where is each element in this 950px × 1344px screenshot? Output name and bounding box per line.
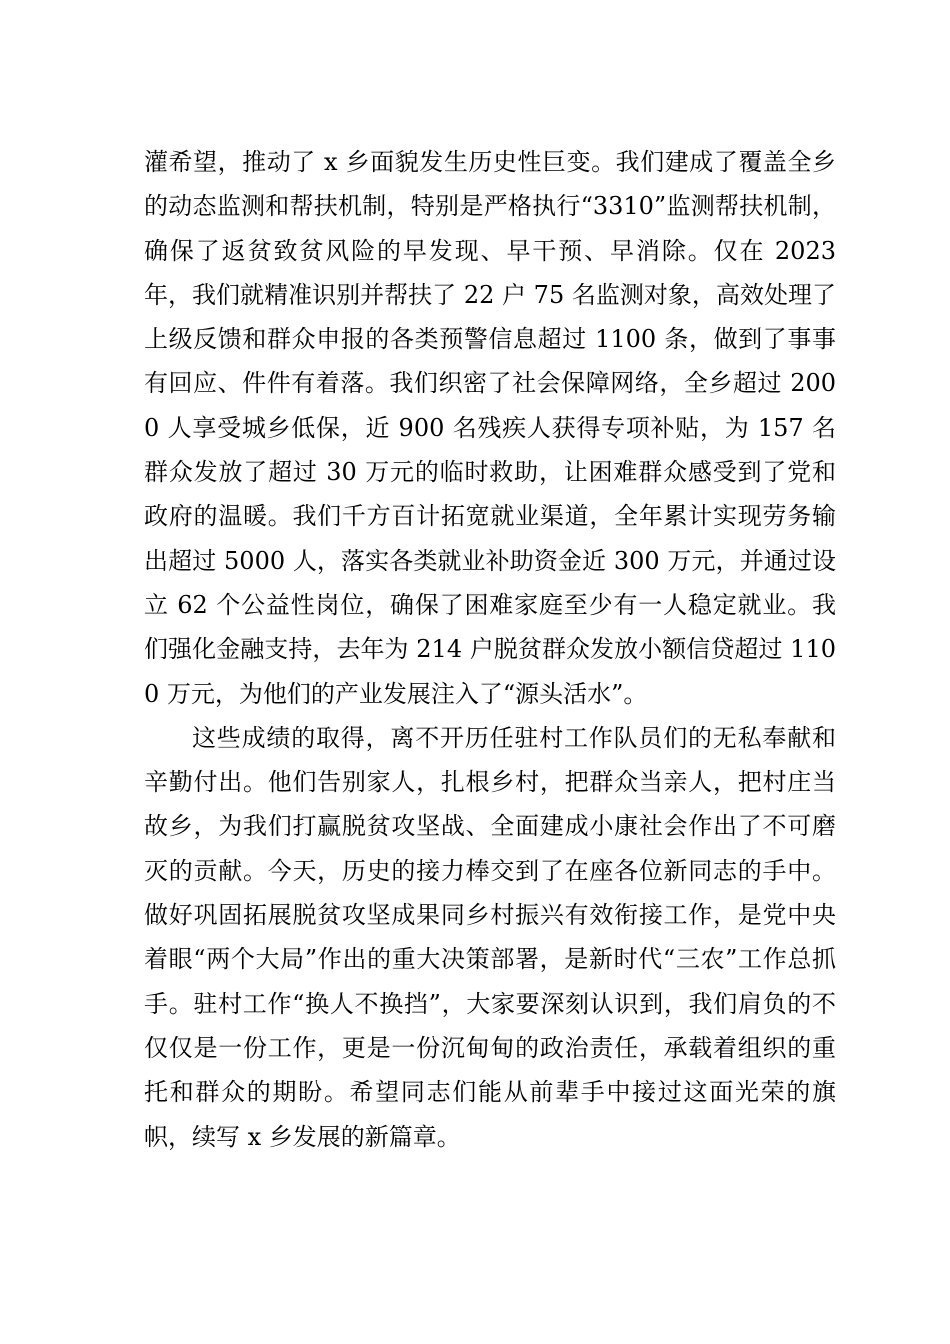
- document-body: [144, 140, 836, 1159]
- paragraph-achievements-credit: 这些成绩的取得，离不开历任驻村工作队员们的无私奉献和辛勤付出。他们告别家人，扎根乡村，把群众当亲人，把村庄当故乡，为我们打赢脱贫攻坚战、全面建成小康社会作出了不可磨灭的贡献。今天，历史的接力棒交到了在座各位新同志的手中。做好巩固拓展脱贫攻坚成果同乡村振兴有效衔接工作，是党中央着眼“两个大局”作出的重大决策部署，是新时代“三农”工作总抓手。驻村工作“换人不换挡”，大家要深刻认识到，我们肩负的不仅仅是一份工作，更是一份沉甸甸的政治责任，承载着组织的重托和群众的期盼。希望同志们能从前辈手中接过这面光荣的旗帜，续写 x 乡发展的新篇章。: [144, 723, 836, 1151]
- paragraph-continued: 灌希望，推动了 x 乡面貌发生历史性巨变。我们建成了覆盖全乡的动态监测和帮扶机制，特别是严格执行“3310”监测帮扶机制，确保了返贫致贫风险的早发现、早干预、早消除。仅在 2023 年，我们就精准识别并帮扶了 22 户 75 名监测对象，高效处理了上级反馈和群众申报的各类预警信息超过 1100 条，做到了事事有回应、件件有着落。我们织密了社会保障网络，全乡超过 2000 人享受城乡低保，近 900 名残疾人获得专项补贴，为 157 名群众发放了超过 30 万元的临时救助，让困难群众感受到了党和政府的温暖。我们千方百计拓宽就业渠道，全年累计实现劳务输出超过 5000 人，落实各类就业补助资金近 300 万元，并通过设立 62 个公益性岗位，确保了困难家庭至少有一人稳定就业。我们强化金融支持，去年为 214 户脱贫群众发放小额信贷超过 1100 万元，为他们的产业发展注入了“源头活水”。: [144, 148, 836, 708]
